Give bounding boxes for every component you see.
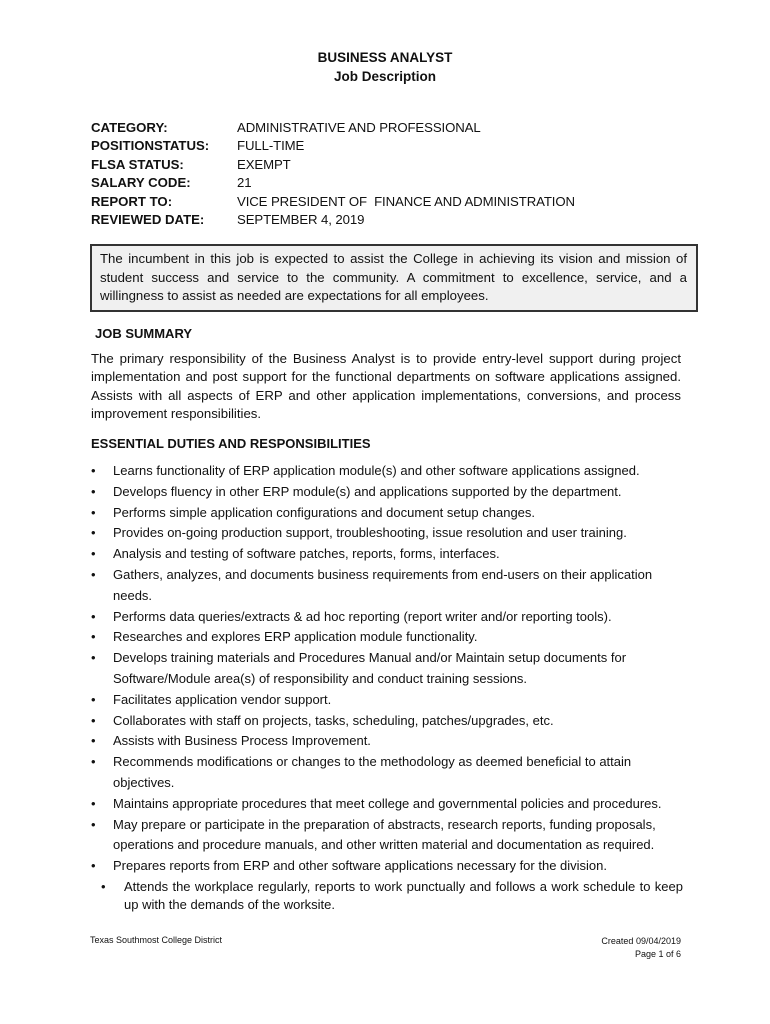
duty-text: Recommends modifications or changes to the methodology as deemed beneficial to attain objectives. <box>113 754 632 790</box>
duties-list <box>91 461 683 915</box>
duty-item <box>91 690 683 711</box>
bullet-icon: • <box>91 525 96 541</box>
duty-text: Prepares reports from ERP and other software applications necessary for the division. <box>113 858 607 874</box>
duty-item <box>91 878 683 915</box>
bullet-icon: • <box>91 712 96 728</box>
info-value: FULL-TIME <box>237 138 305 154</box>
footer-page-number: Page 1 of 6 <box>634 949 681 959</box>
bullet-icon: • <box>91 504 96 520</box>
info-row-category <box>91 119 575 137</box>
bullet-icon: • <box>91 463 96 478</box>
info-label: REVIEWED DATE: <box>91 211 205 227</box>
duties-heading: ESSENTIAL DUTIES AND RESPONSIBILITIES <box>91 436 371 451</box>
duty-item <box>91 503 683 524</box>
duty-text: Maintains appropriate procedures that meet college and governmental policies and procedures. <box>113 795 662 811</box>
footer-created-date: Created 09/04/2019 <box>601 936 681 946</box>
bullet-icon: • <box>91 608 96 624</box>
duty-text: Performs simple application configurations and document setup changes. <box>113 504 536 520</box>
info-label: REPORT TO: <box>91 193 173 209</box>
duty-text: Provides on-going production support, troubleshooting, issue resolution and user training. <box>113 525 627 541</box>
duty-text: May prepare or participate in the preparation of abstracts, research reports, funding proposals, operations and procedure manuals, and other written material and documentation as required. <box>113 816 656 853</box>
duty-item <box>91 794 683 815</box>
bullet-icon: • <box>101 878 106 894</box>
duty-item <box>91 482 683 503</box>
duty-text: Assists with Business Process Improvement. <box>113 733 371 749</box>
bullet-icon: • <box>91 733 96 749</box>
bullet-icon: • <box>91 816 96 832</box>
duty-item <box>91 523 683 544</box>
bullet-icon: • <box>91 566 96 582</box>
footer-organization: Texas Southmost College District <box>90 935 223 945</box>
document-title: BUSINESS ANALYST <box>317 50 453 65</box>
duty-text: Facilitates application vendor support. <box>113 691 332 707</box>
expectations-notice-box: The incumbent in this job is expected to assist the College in achieving its vision and mission of student success and service to the community. A commitment to excellence, service, and a willingness to assist as needed are expectations for all employees. <box>90 244 698 312</box>
duty-text: Collaborates with staff on projects, tasks, scheduling, patches/upgrades, etc. <box>113 712 554 728</box>
bullet-icon: • <box>91 546 96 562</box>
bullet-icon: • <box>91 795 96 811</box>
duty-text: Attends the workplace regularly, reports to work punctually and follows a work schedule to keep up with the demands of the worksite. <box>124 878 683 913</box>
job-info-table <box>91 119 575 229</box>
duty-item <box>91 731 683 752</box>
info-label: SALARY CODE: <box>91 175 191 191</box>
duty-item <box>91 752 683 794</box>
duty-item <box>91 544 683 565</box>
duty-item <box>91 565 683 607</box>
duty-item <box>91 856 683 877</box>
bullet-icon: • <box>91 483 96 499</box>
bullet-icon: • <box>91 629 96 645</box>
document-header <box>0 48 770 86</box>
duty-item <box>91 607 683 628</box>
document-subtitle: Job Description <box>333 69 436 84</box>
duty-item <box>91 648 683 690</box>
info-row-position-status <box>91 137 575 155</box>
info-row-flsa-status <box>91 156 575 174</box>
duty-text: Gathers, analyzes, and documents business requirements from end-users on their application needs. <box>113 566 653 603</box>
job-summary-text: The primary responsibility of the Business Analyst is to provide entry-level support during project implementation and post support for the functional departments on software applications assigned. Assists with all aspects of ERP and other application implementations, conversions, and process improvement responsibilities. <box>91 351 681 422</box>
duty-text: Develops training materials and Procedures Manual and/or Maintain setup documents for Software/Module area(s) of responsibility and conduct training sessions. <box>113 650 627 686</box>
job-summary-heading: JOB SUMMARY <box>95 326 193 341</box>
duty-text: Learns functionality of ERP application module(s) and other software applications assigned. <box>113 463 640 478</box>
info-value: 21 <box>237 175 252 191</box>
duty-item <box>91 815 683 857</box>
info-row-salary-code <box>91 174 575 192</box>
info-label: POSITIONSTATUS: <box>91 138 210 154</box>
info-value: VICE PRESIDENT OF FINANCE AND ADMINISTRATION <box>237 193 575 209</box>
duty-item <box>91 627 683 648</box>
duty-item <box>91 711 683 732</box>
info-label: CATEGORY: <box>91 120 168 135</box>
info-label: FLSA STATUS: <box>91 156 184 172</box>
info-row-report-to <box>91 193 575 211</box>
duty-item <box>91 461 683 482</box>
footer-meta <box>560 935 681 961</box>
duty-text: Develops fluency in other ERP module(s) and applications supported by the department. <box>113 483 622 499</box>
bullet-icon: • <box>91 858 96 874</box>
bullet-icon: • <box>91 650 96 666</box>
info-row-reviewed-date <box>91 211 575 229</box>
bullet-icon: • <box>91 754 96 770</box>
bullet-icon: • <box>91 691 96 707</box>
info-value: EXEMPT <box>237 156 291 172</box>
info-value: SEPTEMBER 4, 2019 <box>237 211 365 227</box>
duty-text: Performs data queries/extracts & ad hoc reporting (report writer and/or reporting tools). <box>113 608 612 624</box>
duty-text: Analysis and testing of software patches, reports, forms, interfaces. <box>113 546 500 562</box>
info-value: ADMINISTRATIVE AND PROFESSIONAL <box>237 120 481 135</box>
duty-text: Researches and explores ERP application module functionality. <box>113 629 478 645</box>
